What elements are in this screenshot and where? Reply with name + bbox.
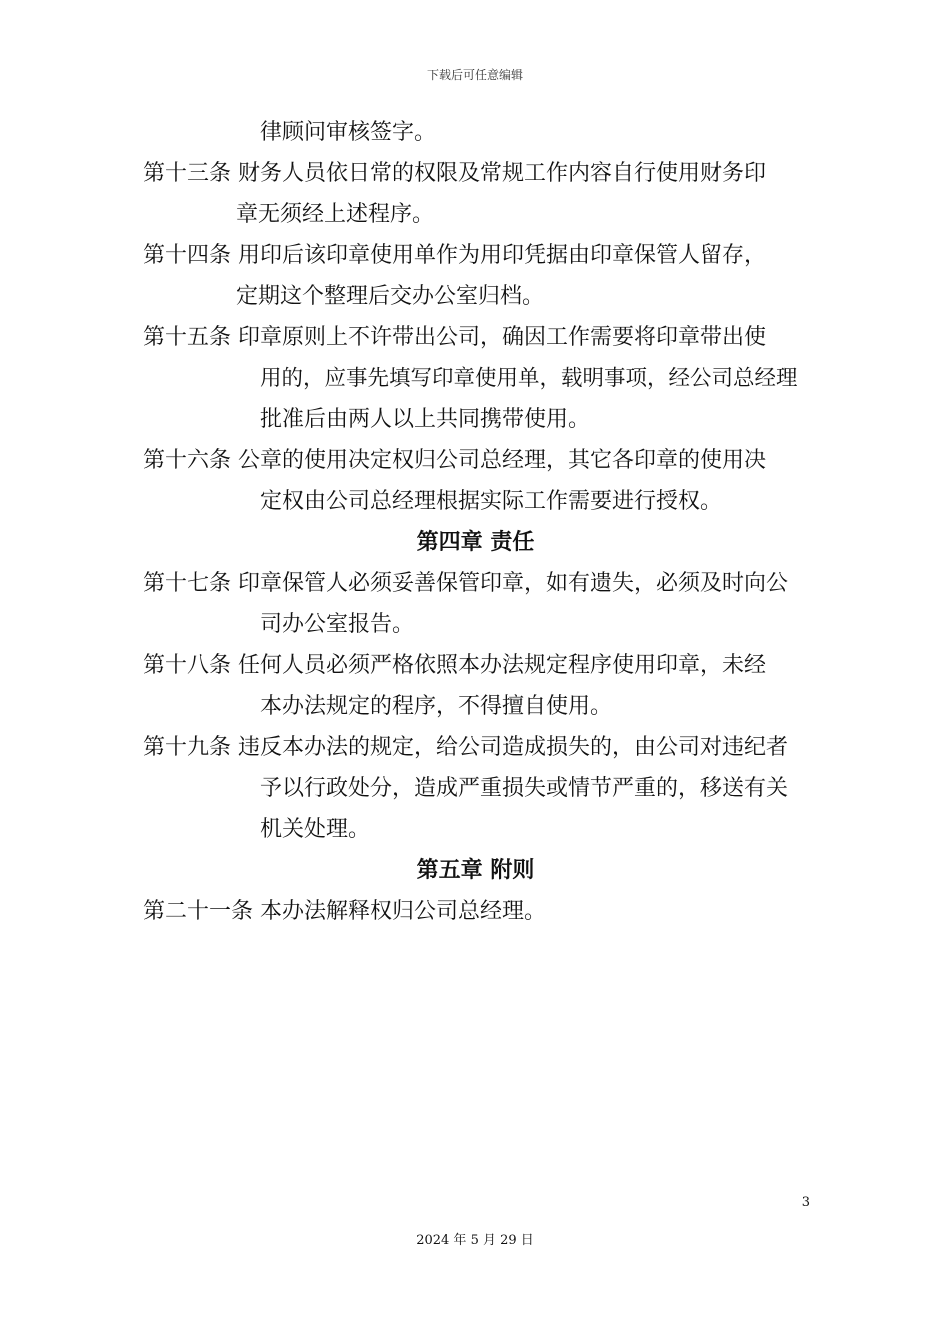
article-line: 第十三条 财务人员依日常的权限及常规工作内容自行使用财务印 xyxy=(143,161,766,186)
article-line: 司办公室报告。 xyxy=(260,612,415,637)
article-line: 第十八条 任何人员必须严格依照本办法规定程序使用印章，未经 xyxy=(143,653,766,678)
article-line: 批准后由两人以上共同携带使用。 xyxy=(260,407,591,432)
article-line: 定期这个整理后交办公室归档。 xyxy=(236,284,545,309)
article-line: 律顾问审核签字。 xyxy=(260,120,437,145)
page-header: 下载后可任意编辑 xyxy=(426,68,523,82)
footer-date: 2024 年 5 月 29 日 xyxy=(416,1233,534,1248)
article-line: 第十六条 公章的使用决定权归公司总经理，其它各印章的使用决 xyxy=(143,448,766,473)
article-line: 第十五条 印章原则上不许带出公司，确因工作需要将印章带出使 xyxy=(143,325,766,350)
article-line: 章无须经上述程序。 xyxy=(236,202,435,227)
article-line: 第二十一条 本办法解释权归公司总经理。 xyxy=(143,899,546,924)
page-number: 3 xyxy=(801,1195,810,1210)
article-line: 第十九条 违反本办法的规定，给公司造成损失的，由公司对违纪者 xyxy=(143,735,788,760)
article-line: 第十四条 用印后该印章使用单作为用印凭据由印章保管人留存， xyxy=(143,243,766,268)
article-line: 机关处理。 xyxy=(260,817,371,842)
article-line: 予以行政处分，造成严重损失或情节严重的，移送有关 xyxy=(260,776,789,801)
article-line: 第十七条 印章保管人必须妥善保管印章，如有遗失，必须及时向公 xyxy=(143,571,788,596)
article-line: 定权由公司总经理根据实际工作需要进行授权。 xyxy=(260,489,723,514)
article-line: 用的，应事先填写印章使用单，载明事项，经公司总经理 xyxy=(260,366,798,391)
document-body xyxy=(143,112,808,932)
article-line: 本办法规定的程序，不得擅自使用。 xyxy=(260,694,613,719)
chapter-heading: 第四章 责任 xyxy=(416,530,535,555)
chapter-heading: 第五章 附则 xyxy=(416,858,535,883)
